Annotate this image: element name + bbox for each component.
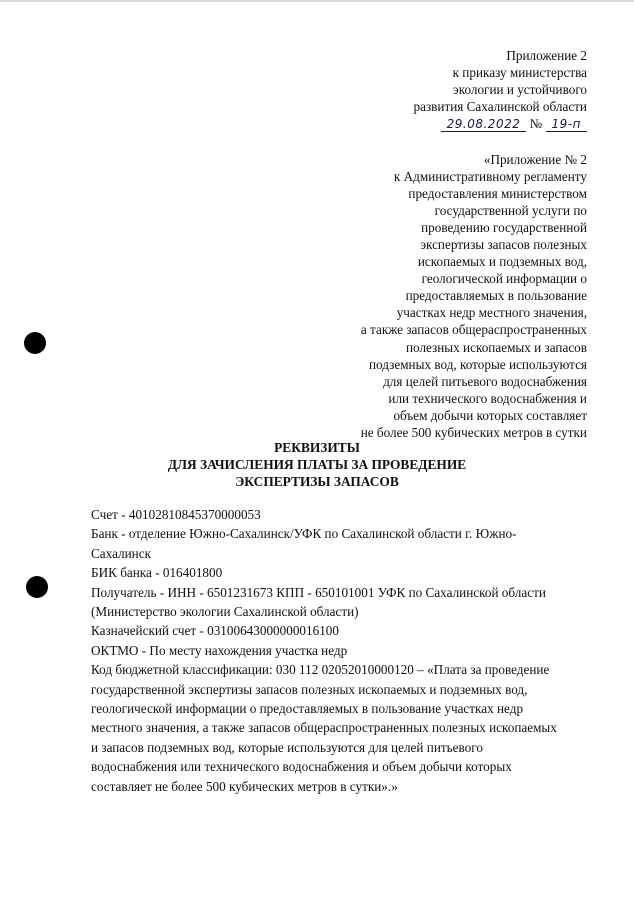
annex-line: или технического водоснабжения и (388, 390, 587, 406)
number-sign: № (529, 115, 543, 131)
heading-line: ЭКСПЕРТИЗЫ ЗАПАСОВ (235, 474, 399, 489)
annex-line: полезных ископаемых и запасов (405, 339, 587, 355)
kbk-line-cont: и запасов подземных вод, которые используются для целей питьевого (91, 739, 483, 755)
order-date-number-line (441, 116, 587, 133)
annex-line: «Приложение № 2 (483, 152, 587, 167)
heading-title: РЕКВИЗИТЫ (274, 440, 360, 455)
kbk-line: Код бюджетной классификации: 030 112 02052010000120 – «Плата за проведение (91, 662, 550, 678)
approval-line: развития Сахалинской области (413, 98, 587, 114)
punch-hole-mark (26, 576, 48, 598)
annex-line: геологической информации о (421, 271, 587, 287)
annex-line: к Административному регламенту (393, 169, 587, 185)
handwritten-number: 19-п (546, 117, 587, 132)
kbk-line-cont: государственной экспертизы запасов полезных ископаемых и подземных вод, (91, 681, 528, 697)
kbk-line-cont: водоснабжения или технического водоснабжения и объем добычи которых (91, 759, 512, 775)
annex-line: а также запасов общераспространенных (360, 322, 587, 338)
annex-line: не более 500 кубических метров в сутки (360, 424, 587, 440)
recipient-line-cont: (Министерство экологии Сахалинской области) (91, 604, 359, 620)
annex-line: для целей питьевого водоснабжения (383, 373, 587, 389)
annex-line: предоставляемых в пользование (405, 288, 587, 304)
annex-line: проведению государственной (421, 220, 587, 236)
punch-hole-mark (24, 332, 46, 354)
annex-line: ископаемых и подземных вод, (417, 254, 587, 270)
approval-block (414, 48, 587, 133)
kbk-line-cont: геологической информации о предоставляемых в пользование участках недр (91, 701, 524, 717)
handwritten-date: 29.08.2022 (441, 117, 527, 132)
bank-line: Банк - отделение Южно-Сахалинск/УФК по Сахалинской области г. Южно- (91, 526, 517, 542)
annex-block (361, 151, 587, 441)
bik-line: БИК банка - 016401800 (91, 565, 223, 581)
bank-line-cont: Сахалинск (91, 545, 151, 561)
kbk-line-cont: местного значения, а также запасов общераспространенных полезных ископаемых (91, 720, 557, 736)
annex-line: экспертизы запасов полезных (420, 237, 587, 253)
approval-line: экологии и устойчивого (453, 81, 587, 97)
account-line: Счет - 40102810845370000053 (91, 507, 261, 522)
recipient-line: Получатель - ИНН - 6501231673 КПП - 650101001 УФК по Сахалинской области (91, 584, 546, 600)
heading-line: ДЛЯ ЗАЧИСЛЕНИЯ ПЛАТЫ ЗА ПРОВЕДЕНИЕ (167, 457, 467, 472)
approval-line: Приложение 2 (506, 48, 587, 63)
document-heading (0, 439, 634, 490)
annex-line: предоставления министерством (408, 186, 587, 202)
approval-line: к приказу министерства (452, 64, 587, 80)
oktmo-line: ОКТМО - По месту нахождения участка недр (91, 642, 348, 658)
annex-line: подземных вод, которые используются (369, 356, 587, 372)
scan-edge-line (0, 0, 634, 2)
annex-line: государственной услуги по (434, 203, 587, 219)
treasury-account-line: Казначейский счет - 03100643000000016100 (91, 623, 339, 639)
kbk-line-cont: составляет не более 500 кубических метров в сутки».» (91, 778, 398, 794)
annex-line: объем добычи которых составляет (393, 407, 587, 423)
payment-details (91, 505, 611, 796)
annex-line: участках недр местного значения, (396, 305, 587, 321)
